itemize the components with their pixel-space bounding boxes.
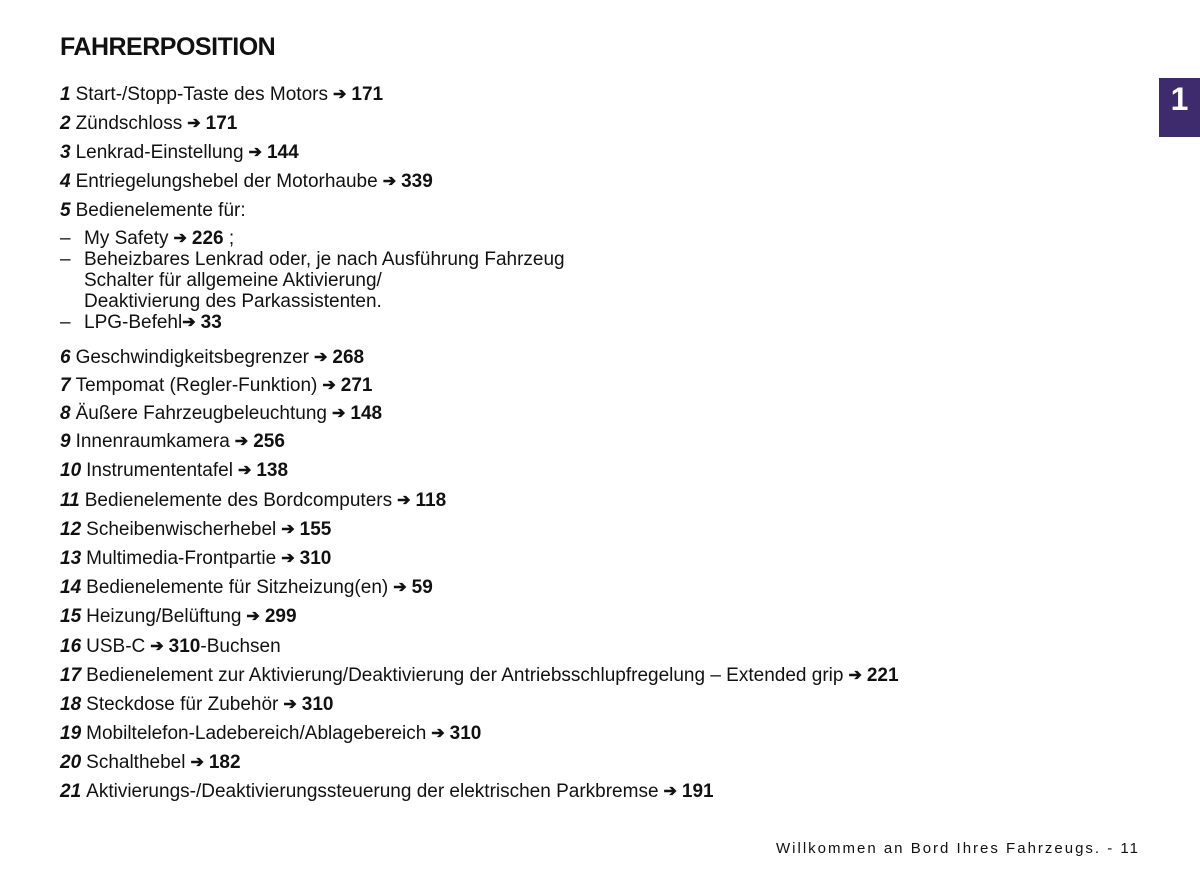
item-number: 18	[60, 694, 82, 715]
item-number: 11	[60, 490, 80, 511]
arrow-right-icon: ➔	[283, 696, 297, 713]
item-number: 21	[60, 781, 82, 802]
item-number: 6	[60, 347, 71, 368]
chapter-tab: 1	[1159, 78, 1200, 137]
arrow-right-icon: ➔	[313, 349, 328, 366]
list-item	[60, 781, 714, 803]
item-text: Scheibenwischerhebel	[86, 519, 277, 540]
page-reference[interactable]: 59	[411, 577, 433, 598]
item-number: 4	[60, 171, 71, 192]
item-text: Start-/Stopp-Taste des Motors	[75, 84, 328, 105]
dash: –	[60, 228, 71, 249]
item-text: Bedienelemente für:	[75, 200, 246, 221]
list-item	[60, 347, 364, 369]
sub-list-item	[60, 249, 565, 270]
page-reference[interactable]: 138	[256, 460, 289, 481]
page-reference[interactable]: 148	[350, 403, 383, 424]
list-item	[60, 375, 373, 397]
item-text: USB-C	[86, 636, 146, 657]
item-text: Zündschloss	[75, 113, 183, 134]
arrow-right-icon: ➔	[234, 433, 249, 450]
page-reference[interactable]: 310	[299, 548, 332, 569]
list-item	[60, 752, 241, 774]
item-number: 19	[60, 723, 82, 744]
sub-item-suffix: ;	[223, 228, 235, 249]
page-reference[interactable]: 226	[191, 228, 224, 249]
list-item	[60, 694, 333, 716]
list-item	[60, 519, 331, 541]
sub-item-continuation: Schalter für allgemeine Aktivierung/	[84, 270, 382, 291]
item-text: Multimedia-Frontpartie	[86, 548, 277, 569]
page-reference[interactable]: 182	[208, 752, 241, 773]
list-item	[60, 723, 481, 745]
item-number: 3	[60, 142, 71, 163]
item-number: 1	[60, 84, 71, 105]
item-text: Bedienelemente für Sitzheizung(en)	[86, 577, 389, 598]
page-reference[interactable]: 256	[253, 431, 285, 452]
item-number: 8	[60, 403, 71, 424]
item-text: Entriegelungshebel der Motorhaube	[75, 171, 378, 192]
item-number: 17	[60, 665, 82, 686]
item-text: Schalthebel	[86, 752, 186, 773]
page-reference[interactable]: 310	[449, 723, 482, 744]
page-reference[interactable]: 118	[415, 490, 447, 511]
item-number: 9	[60, 431, 71, 452]
item-number: 10	[60, 460, 82, 481]
item-number: 2	[60, 113, 71, 134]
arrow-right-icon: ➔	[237, 462, 252, 479]
dash: –	[60, 249, 71, 270]
item-text: Bedienelemente des Bordcomputers	[84, 490, 393, 511]
arrow-right-icon: ➔	[332, 86, 347, 103]
item-text: Geschwindigkeitsbegrenzer	[75, 347, 309, 368]
sub-item-continuation: Deaktivierung des Parkassistenten.	[84, 291, 382, 312]
arrow-right-icon: ➔	[248, 144, 262, 161]
item-number: 12	[60, 519, 82, 540]
list-item	[60, 606, 297, 628]
list-item	[60, 171, 433, 193]
arrow-right-icon: ➔	[331, 405, 346, 422]
item-text: Mobiltelefon-Ladebereich/Ablagebereich	[86, 723, 427, 744]
item-number: 15	[60, 606, 82, 627]
arrow-right-icon: ➔	[150, 638, 164, 655]
list-item	[60, 113, 237, 135]
page-reference[interactable]: 268	[332, 347, 365, 368]
arrow-right-icon: ➔	[397, 492, 411, 509]
page-title: FAHRERPOSITION	[60, 33, 276, 61]
list-item	[60, 490, 446, 512]
page-reference[interactable]: 144	[266, 142, 299, 163]
page-reference[interactable]: 310	[301, 694, 334, 715]
item-number: 5	[60, 200, 71, 221]
list-item	[60, 636, 281, 658]
dash: –	[60, 312, 71, 333]
item-number: 14	[60, 577, 82, 598]
page-footer: Willkommen an Bord Ihres Fahrzeugs. - 11	[776, 840, 1140, 857]
arrow-right-icon: ➔	[187, 115, 201, 132]
sub-item-text: Beheizbares Lenkrad oder, je nach Ausführung Fahrzeug	[84, 249, 565, 270]
item-text: Innenraumkamera	[75, 431, 230, 452]
sub-item-text: LPG-Befehl	[84, 312, 183, 333]
page-reference[interactable]: 339	[401, 171, 433, 192]
page-reference[interactable]: 191	[681, 781, 714, 802]
arrow-right-icon: ➔	[848, 667, 862, 684]
list-item	[60, 403, 382, 425]
list-item	[60, 548, 331, 570]
list-item	[60, 577, 433, 599]
arrow-right-icon: ➔	[281, 550, 295, 567]
arrow-right-icon: ➔	[382, 173, 397, 190]
item-number: 16	[60, 636, 82, 657]
arrow-right-icon: ➔	[182, 314, 196, 331]
arrow-right-icon: ➔	[281, 521, 295, 538]
item-text: Steckdose für Zubehör	[86, 694, 279, 715]
arrow-right-icon: ➔	[173, 230, 187, 247]
item-number: 7	[60, 375, 71, 396]
list-item	[60, 431, 285, 453]
page-reference[interactable]: 271	[340, 375, 373, 396]
page-reference[interactable]: 171	[351, 84, 384, 105]
item-text: Äußere Fahrzeugbeleuchtung	[75, 403, 327, 424]
list-item	[60, 200, 246, 222]
item-text: Heizung/Belüftung	[86, 606, 242, 627]
sub-list-item	[60, 312, 222, 333]
list-item	[60, 460, 288, 482]
sub-list-item	[60, 228, 234, 249]
arrow-right-icon: ➔	[246, 608, 260, 625]
item-number: 20	[60, 752, 82, 773]
page-reference[interactable]: 171	[205, 113, 238, 134]
page-reference[interactable]: 33	[200, 312, 222, 333]
list-item	[60, 84, 383, 106]
arrow-right-icon: ➔	[190, 754, 204, 771]
arrow-right-icon: ➔	[393, 579, 407, 596]
page-reference[interactable]: 310	[168, 636, 201, 657]
arrow-right-icon: ➔	[431, 725, 445, 742]
page-reference[interactable]: 299	[264, 606, 297, 627]
sub-item-text: My Safety	[84, 228, 169, 249]
item-text: Instrumententafel	[86, 460, 233, 481]
item-text: Bedienelement zur Aktivierung/Deaktivierung der Antriebsschlupfregelung – Extended grip	[86, 665, 844, 686]
page-reference[interactable]: 221	[866, 665, 899, 686]
item-text: Aktivierungs-/Deaktivierungssteuerung der elektrischen Parkbremse	[86, 781, 659, 802]
item-text: Lenkrad-Einstellung	[75, 142, 244, 163]
item-text: Tempomat (Regler-Funktion)	[75, 375, 318, 396]
arrow-right-icon: ➔	[663, 783, 677, 800]
item-suffix: -Buchsen	[200, 636, 281, 657]
item-number: 13	[60, 548, 82, 569]
page-reference[interactable]: 155	[299, 519, 332, 540]
list-item	[60, 142, 299, 164]
arrow-right-icon: ➔	[322, 377, 336, 394]
list-item	[60, 665, 899, 687]
